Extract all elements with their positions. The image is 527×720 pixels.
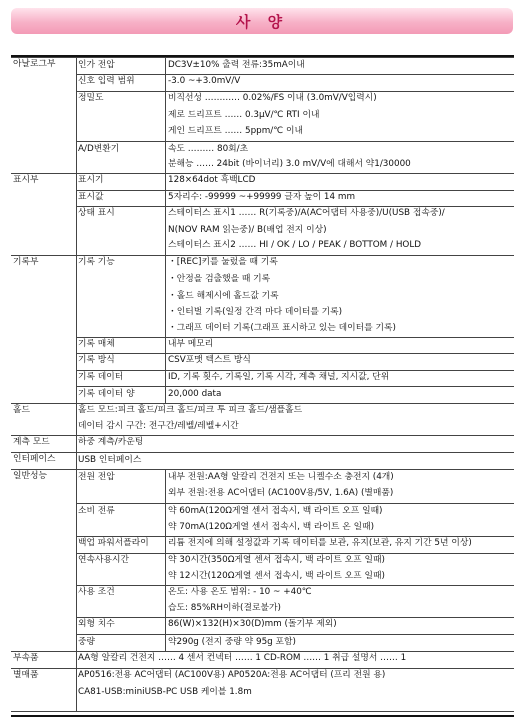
column-divider-label bbox=[165, 173, 166, 255]
spec-label: 표시기 bbox=[78, 175, 104, 185]
spec-value: 내부 메모리 bbox=[168, 339, 214, 349]
item-divider bbox=[76, 634, 514, 635]
item-divider bbox=[76, 370, 514, 371]
spec-label: 소비 전류 bbox=[78, 506, 115, 516]
row-divider bbox=[11, 469, 514, 470]
title-banner bbox=[11, 8, 513, 34]
item-divider bbox=[76, 190, 514, 191]
row-divider bbox=[11, 173, 514, 174]
spec-value: 약 60mA(120Ω게열 센서 접속시, 백 라이트 오프 일때) bbox=[168, 506, 383, 516]
category-label: 아날로그부 bbox=[13, 59, 56, 69]
row-divider bbox=[11, 255, 514, 256]
spec-value: 약 12시간(120Ω게열 센서 접속시, 백 라이트 오프 일때) bbox=[168, 571, 385, 581]
spec-value: N(NOV RAM 읽는중)/ B(배업 전지 이상) bbox=[168, 225, 327, 235]
spec-value: CA81-USB:miniUSB-PC USB 케이블 1.8m bbox=[78, 687, 252, 697]
spec-label: 상태 표시 bbox=[78, 208, 115, 218]
item-divider bbox=[76, 386, 514, 387]
spec-label: 신호 입력 범위 bbox=[78, 76, 135, 86]
spec-label: 연속사용시간 bbox=[78, 555, 129, 565]
spec-value: 분해능 …… 24bit (바이너리) 3.0 mV/V에 대해서 약1/30000 bbox=[168, 159, 411, 169]
column-divider-category bbox=[76, 57, 77, 711]
spec-value: 게인 드리프트 …… 5ppm/℃ 이내 bbox=[168, 126, 303, 136]
item-divider bbox=[76, 553, 514, 554]
spec-label: 인가 전압 bbox=[78, 60, 115, 70]
spec-value: 스테이터스 표시1 …… R(기록중)/A(AC어댑터 사용중)/U(USB 접속중)/ bbox=[168, 208, 445, 218]
spec-label: 기록 방식 bbox=[78, 355, 115, 365]
spec-value: 5자리수: -99999 ~+99999 글자 높이 14 mm bbox=[168, 192, 356, 202]
spec-value: ・홀드 해제시에 홀드값 기록 bbox=[168, 291, 279, 301]
spec-value: 제로 드리프트 …… 0.3μV/℃ RTI 이내 bbox=[168, 110, 320, 120]
spec-value: DC3V±10% 출력 전류:35mA이내 bbox=[168, 60, 305, 70]
row-divider bbox=[11, 57, 514, 58]
row-divider bbox=[11, 452, 514, 453]
spec-value: 속도 ……… 80회/초 bbox=[168, 144, 249, 154]
row-divider bbox=[11, 711, 514, 712]
spec-label: 중량 bbox=[78, 637, 95, 647]
spec-value: ・안정을 검출했을 때 기록 bbox=[168, 274, 271, 284]
spec-value: 20,000 data bbox=[168, 389, 222, 399]
spec-value: 외부 전원:전용 AC어댑터 (AC100V용/5V, 1.6A) (별매품) bbox=[168, 488, 394, 498]
spec-value: 스테이터스 표시2 …… HI / OK / LO / PEAK / BOTTOM / HOLD bbox=[168, 240, 422, 250]
spec-value: ・그래프 데이터 기록(그래프 표시하고 있는 데이터를 기록) bbox=[168, 323, 396, 333]
spec-value: ・[REC]키를 눌렀을 때 기록 bbox=[168, 257, 278, 267]
spec-label: 기록 매체 bbox=[78, 339, 115, 349]
item-divider bbox=[76, 206, 514, 207]
spec-value: 비직선성 ………… 0.02%/FS 이내 (3.0mV/V입력시) bbox=[168, 93, 377, 103]
category-label: 표시부 bbox=[13, 175, 39, 185]
item-divider bbox=[76, 74, 514, 75]
category-label: 인터페이스 bbox=[13, 454, 56, 464]
spec-value: AP0516:전용 AC어댑터 (AC100V용) AP0520A:전용 AC어댑터 (프리 전원 용) bbox=[78, 670, 386, 680]
spec-value: 약290g (전지 중량 약 95g 포함) bbox=[168, 637, 296, 647]
category-label: 일반성능 bbox=[13, 471, 47, 481]
spec-value: 온도: 사용 온도 범위: - 10 ~ +40℃ bbox=[168, 587, 312, 597]
item-divider bbox=[76, 91, 514, 92]
item-divider bbox=[76, 337, 514, 338]
item-divider bbox=[76, 536, 514, 537]
spec-value: 내부 전원:AA형 알칼리 건전지 또는 니켈수소 충전지 (4개) bbox=[168, 472, 394, 482]
spec-value: USB 인터페이스 bbox=[78, 455, 142, 465]
item-divider bbox=[76, 617, 514, 618]
category-label: 기록부 bbox=[13, 257, 39, 267]
spec-value: 하중 계측/카운팅 bbox=[78, 437, 144, 447]
spec-value: 약 70mA(120Ω게열 센서 접속시, 백 라이트 온 일때) bbox=[168, 522, 374, 532]
column-divider-label bbox=[165, 255, 166, 403]
spec-value: 리튬 전지에 의해 설정값과 기록 데이터를 보관, 유지(보관, 유지 기간 5년 이상) bbox=[168, 538, 472, 548]
spec-value: 128×64dot 흑백LCD bbox=[168, 175, 256, 185]
spec-value: 86(W)×132(H)×30(D)mm (돌기부 제외) bbox=[168, 619, 337, 629]
spec-value: -3.0 ~+3.0mV/V bbox=[168, 76, 241, 86]
row-divider bbox=[11, 668, 514, 669]
column-divider-label bbox=[165, 469, 166, 651]
item-divider bbox=[76, 503, 514, 504]
row-divider bbox=[11, 435, 514, 436]
category-label: 계측 모드 bbox=[13, 437, 50, 447]
spec-value: CSV포맷 텍스트 방식 bbox=[168, 355, 251, 365]
spec-value: 약 30시간(350Ω게열 센서 접속시, 백 라이트 오프 일때) bbox=[168, 555, 385, 565]
spec-label: 전원 전압 bbox=[78, 472, 115, 482]
category-label: 홀드 bbox=[13, 405, 30, 415]
spec-label: 백업 파워서플라이 bbox=[78, 538, 149, 548]
spec-value: ・인터벌 기록(일정 간격 마다 데이터를 기록) bbox=[168, 307, 343, 317]
spec-label: 기록 기능 bbox=[78, 257, 115, 267]
item-divider bbox=[76, 585, 514, 586]
row-divider bbox=[11, 651, 514, 652]
spec-value: ID, 기록 횟수, 기록일, 기록 시각, 계측 채널, 지시값, 단위 bbox=[168, 372, 390, 382]
spec-label: 표시값 bbox=[78, 192, 104, 202]
item-divider bbox=[76, 141, 514, 142]
category-label: 부속품 bbox=[13, 653, 39, 663]
spec-value: 홀드 모드:피크 홀드/피크 홀드/피크 투 피크 홀드/샘플홀드 bbox=[78, 405, 303, 415]
spec-label: 정밀도 bbox=[78, 93, 104, 103]
spec-label: 기록 데이터 양 bbox=[78, 389, 135, 399]
spec-label: A/D변환기 bbox=[78, 144, 120, 154]
spec-label: 외형 치수 bbox=[78, 619, 115, 629]
category-label: 별매품 bbox=[13, 670, 39, 680]
spec-label: 사용 조건 bbox=[78, 587, 115, 597]
spec-value: 습도: 85%RH이하(결로불가) bbox=[168, 603, 281, 613]
item-divider bbox=[76, 353, 514, 354]
spec-label: 기록 데이터 bbox=[78, 372, 124, 382]
spec-value: AA형 알칼리 건전지 …… 4 센서 컨넥터 …… 1 CD-ROM …… 1 취급 설명서 …… 1 bbox=[78, 653, 407, 663]
page-title: 사 양 bbox=[235, 13, 289, 31]
row-divider bbox=[11, 403, 514, 404]
spec-value: 데이터 감시 구간: 전구간/레벨/레벨+시간 bbox=[78, 421, 239, 431]
column-divider-label bbox=[165, 57, 166, 173]
